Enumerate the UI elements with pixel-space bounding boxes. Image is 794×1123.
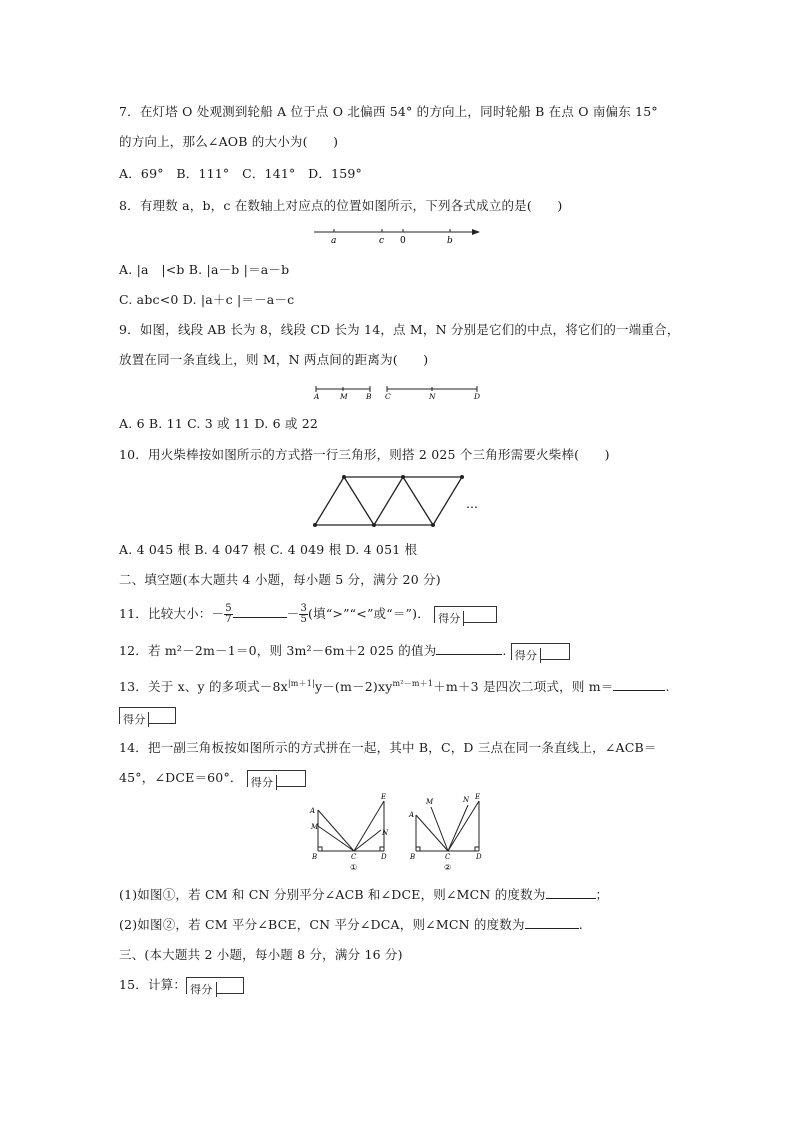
score-box[interactable]: [511, 643, 570, 660]
q11: [119, 602, 497, 626]
q13: [119, 676, 670, 695]
q11-frac1-den: 7: [225, 614, 232, 625]
seg-label-a: A: [314, 392, 320, 401]
fig1-label-b: B: [312, 853, 318, 861]
score-box[interactable]: [186, 977, 243, 994]
seg-label-m: M: [340, 392, 348, 401]
q14-line2-wrap: [119, 770, 306, 787]
matchstick-triangles-figure: [308, 470, 498, 534]
q13-part3: ＋m＋3 是四次二项式，则 m＝: [433, 679, 614, 695]
section-2-heading: 二、填空题(本大题共 4 小题，每小题 5 分，满分 20 分): [119, 572, 441, 587]
q13-exp2: m²－m＋1: [392, 679, 434, 688]
fig1-label-a: A: [310, 807, 316, 815]
seg-label-n: N: [429, 392, 436, 401]
q14-sub1-text: (1)如图①，若 CM 和 CN 分别平分∠ACB 和∠DCE，则∠MCN 的度数为: [119, 887, 546, 902]
q8-stem: 8．有理数 a，b，c 在数轴上对应点的位置如图所示，下列各式成立的是( ): [119, 198, 563, 213]
score-label: 得分: [512, 648, 541, 663]
ellipsis: …: [466, 497, 478, 511]
q14-sub2-text: (2)如图②，若 CM 平分∠BCE，CN 平分∠DCA，则∠MCN 的度数为: [119, 917, 525, 932]
section-3-heading: 三、(本大题共 2 小题，每小题 8 分，满分 16 分): [119, 947, 403, 962]
q13-score: [119, 707, 176, 724]
q14-sub1-end: ；: [595, 887, 609, 902]
q14-sub1-blank[interactable]: [546, 886, 596, 899]
fig2-label-m: M: [426, 798, 434, 806]
q14-line1: 14．把一副三角板按如图所示的方式拼在一起，其中 B，C，D 三点在同一条直线上，∠ACB＝: [119, 740, 657, 755]
seg-label-b: B: [366, 392, 372, 401]
q12: [119, 642, 570, 660]
q15-text: 15．计算：: [119, 977, 187, 992]
q13-part2: y－(m－2)xy: [314, 679, 393, 695]
q14-line2: 45°，∠DCE＝60°．: [119, 770, 243, 785]
q10-options: A. 4 045 根 B. 4 047 根 C. 4 049 根 D. 4 051 根: [119, 542, 418, 557]
q9-line2: 放置在同一条直线上，则 M，N 两点间的距离为( ): [119, 352, 429, 367]
score-box[interactable]: [119, 707, 176, 724]
q11-answer-blank[interactable]: [233, 605, 287, 618]
fig1-caption: ①: [350, 863, 358, 872]
q13-answer-blank[interactable]: [613, 678, 665, 691]
q7-line2: 的方向上，那么∠AOB 的大小为( ): [119, 134, 339, 149]
q8-options-cd: C. abc<0 D. |a＋c |＝－a－c: [119, 292, 295, 307]
axis-label-0: 0: [400, 236, 406, 246]
q9-options: A. 6 B. 11 C. 3 或 11 D. 6 或 22: [119, 416, 319, 431]
q11-frac2-num: 3: [300, 603, 308, 614]
fig1-label-e: E: [381, 793, 387, 801]
number-line-figure: [310, 224, 485, 246]
q12-answer-blank[interactable]: [436, 642, 502, 655]
q14-sub2: [119, 916, 583, 933]
score-label: 得分: [187, 982, 216, 997]
fig2-label-c: C: [445, 853, 451, 861]
score-label: 得分: [248, 775, 277, 790]
fig1-label-m: M: [311, 823, 319, 831]
q7-options: A．69° B．111° C．141° D．159°: [119, 166, 362, 181]
q11-prefix: 11．比较大小：－: [119, 606, 225, 621]
q11-suffix: (填“>”“<”或“＝”)．: [308, 606, 430, 621]
q13-exp1: |m＋1|: [287, 679, 315, 688]
seg-label-d: D: [474, 392, 481, 401]
q11-mid: －: [286, 606, 300, 621]
axis-label-b: b: [447, 236, 453, 246]
fig2-label-d: D: [476, 853, 482, 861]
q10-stem: 10．用火柴棒按如图所示的方式搭一行三角形，则搭 2 025 个三角形需要火柴棒( ): [119, 447, 610, 462]
q7-line1: 7．在灯塔 O 处观测到轮船 A 位于点 O 北偏西 54° 的方向上，同时轮船 B 在点 O 南偏东 15°: [119, 104, 658, 119]
q11-fraction-1: [224, 604, 233, 625]
axis-label-a: a: [331, 236, 337, 246]
fig2-label-n: N: [463, 796, 470, 804]
q14-sub1: [119, 886, 608, 903]
triangle-boards-figure: [306, 793, 496, 875]
seg-label-c: C: [385, 392, 391, 401]
q12-end: .: [502, 643, 507, 658]
q12-text: 12．若 m²－2m－1＝0，则 3m²－6m＋2 025 的值为: [119, 643, 437, 658]
fig2-label-a: A: [409, 811, 415, 819]
score-box[interactable]: [434, 606, 497, 623]
q15: [119, 977, 244, 994]
q13-end: .: [665, 679, 670, 695]
q14-sub2-end: .: [578, 917, 583, 932]
q11-frac1-num: 5: [225, 603, 232, 614]
fig1-label-c: C: [351, 853, 357, 861]
score-label: 得分: [435, 611, 464, 626]
q13-part1: 13．关于 x、y 的多项式－8x: [119, 679, 288, 695]
fig2-label-b: B: [410, 853, 416, 861]
q8-options-ab: A. |a |<b B. |a－b |＝a－b: [119, 262, 290, 277]
fig1-label-d: D: [381, 853, 387, 861]
segment-figure: [310, 382, 490, 402]
q11-frac2-den: 5: [300, 614, 308, 625]
score-label: 得分: [120, 712, 149, 727]
q9-line1: 9．如图，线段 AB 长为 8，线段 CD 长为 14，点 M，N 分别是它们的中点，将它们的一端重合，: [119, 322, 680, 337]
axis-label-c: c: [379, 236, 385, 246]
fig2-caption: ②: [444, 863, 452, 872]
fig2-label-e: E: [475, 793, 481, 801]
q11-fraction-2: [299, 604, 308, 625]
q14-sub2-blank[interactable]: [525, 916, 579, 929]
score-box[interactable]: [247, 770, 306, 787]
fig1-label-n: N: [382, 829, 389, 837]
